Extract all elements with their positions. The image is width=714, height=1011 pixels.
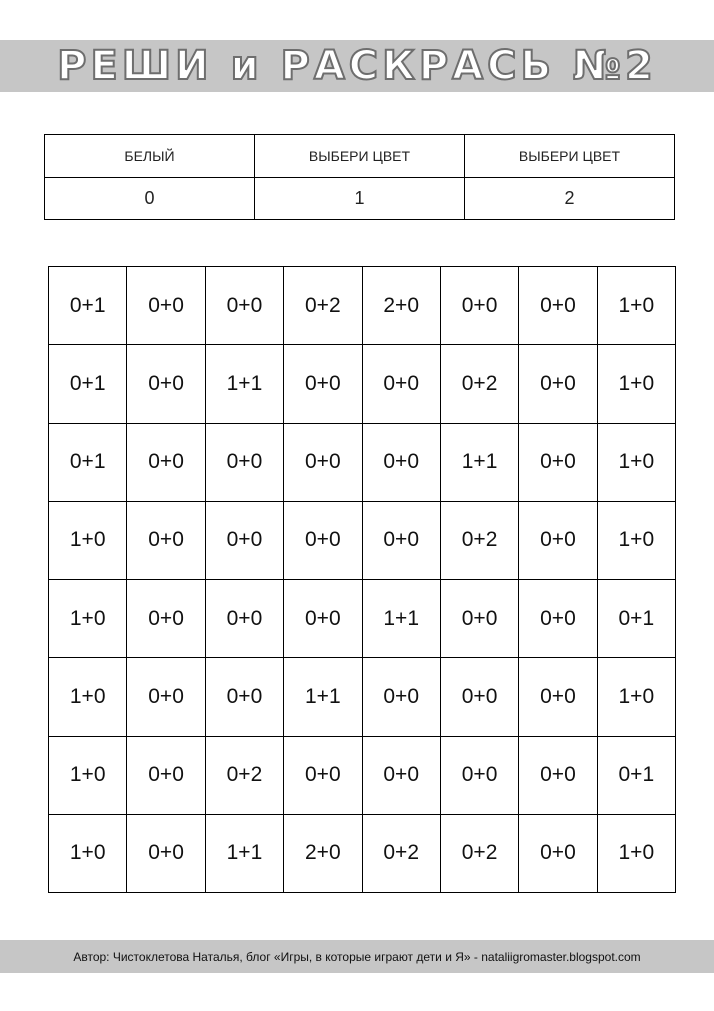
grid-cell[interactable]: 1+0	[597, 501, 675, 579]
legend-header-2: ВЫБЕРИ ЦВЕТ	[465, 135, 675, 178]
grid-cell[interactable]: 0+0	[284, 501, 362, 579]
grid-cell[interactable]: 1+0	[49, 736, 127, 814]
grid-cell[interactable]: 2+0	[362, 267, 440, 345]
grid-row	[49, 423, 676, 501]
grid-cell[interactable]: 0+0	[362, 345, 440, 423]
grid-cell[interactable]: 1+0	[49, 658, 127, 736]
grid-cell[interactable]: 0+2	[440, 345, 518, 423]
grid-cell[interactable]: 1+1	[205, 814, 283, 892]
grid-cell[interactable]: 0+0	[440, 267, 518, 345]
grid-cell[interactable]: 0+0	[362, 501, 440, 579]
grid-cell[interactable]: 0+0	[519, 267, 597, 345]
grid-cell[interactable]: 0+0	[127, 423, 205, 501]
legend-value-2: 2	[465, 178, 675, 220]
grid-cell[interactable]: 0+0	[519, 501, 597, 579]
grid-cell[interactable]: 2+0	[284, 814, 362, 892]
grid-cell[interactable]: 0+0	[440, 580, 518, 658]
grid-cell[interactable]: 1+1	[440, 423, 518, 501]
grid-cell[interactable]: 0+0	[362, 423, 440, 501]
grid-cell[interactable]: 0+0	[284, 345, 362, 423]
grid-cell[interactable]: 0+0	[127, 658, 205, 736]
grid-cell[interactable]: 0+0	[519, 345, 597, 423]
grid-row	[49, 736, 676, 814]
grid-cell[interactable]: 1+0	[597, 658, 675, 736]
grid-row	[49, 267, 676, 345]
grid-row	[49, 814, 676, 892]
grid-cell[interactable]: 1+0	[597, 814, 675, 892]
legend-header-0: БЕЛЫЙ	[45, 135, 255, 178]
grid-cell[interactable]: 0+2	[440, 814, 518, 892]
grid-cell[interactable]: 0+0	[519, 423, 597, 501]
grid-cell[interactable]: 0+0	[205, 423, 283, 501]
grid-cell[interactable]: 0+1	[597, 736, 675, 814]
grid-row	[49, 580, 676, 658]
grid-cell[interactable]: 0+0	[205, 501, 283, 579]
grid-cell[interactable]: 0+0	[440, 736, 518, 814]
grid-cell[interactable]: 0+2	[284, 267, 362, 345]
grid-cell[interactable]: 0+2	[205, 736, 283, 814]
grid-row	[49, 501, 676, 579]
footer-banner	[0, 940, 714, 973]
grid-cell[interactable]: 0+0	[284, 736, 362, 814]
grid-cell[interactable]: 0+0	[519, 814, 597, 892]
grid-cell[interactable]: 1+0	[597, 345, 675, 423]
grid-cell[interactable]: 0+0	[519, 658, 597, 736]
grid-cell[interactable]: 1+0	[49, 501, 127, 579]
grid-cell[interactable]: 0+1	[49, 345, 127, 423]
grid-row	[49, 345, 676, 423]
grid-cell[interactable]: 1+0	[597, 423, 675, 501]
grid-cell[interactable]: 0+1	[597, 580, 675, 658]
coloring-grid	[48, 266, 676, 893]
grid-cell[interactable]: 0+1	[49, 423, 127, 501]
grid-cell[interactable]: 1+1	[284, 658, 362, 736]
grid-cell[interactable]: 0+2	[362, 814, 440, 892]
grid-row	[49, 658, 676, 736]
title-banner	[0, 40, 714, 92]
grid-cell[interactable]: 0+0	[127, 736, 205, 814]
grid-cell[interactable]: 0+0	[127, 814, 205, 892]
grid-cell[interactable]: 0+0	[284, 423, 362, 501]
grid-cell[interactable]: 1+1	[205, 345, 283, 423]
grid-cell[interactable]: 1+0	[49, 814, 127, 892]
grid-cell[interactable]: 0+0	[205, 580, 283, 658]
grid-cell[interactable]: 0+2	[440, 501, 518, 579]
grid-cell[interactable]: 0+0	[440, 658, 518, 736]
grid-cell[interactable]: 0+0	[519, 736, 597, 814]
grid-cell[interactable]: 0+0	[362, 658, 440, 736]
grid-cell[interactable]: 0+0	[205, 658, 283, 736]
grid-cell[interactable]: 1+1	[362, 580, 440, 658]
grid-cell[interactable]: 0+0	[127, 267, 205, 345]
grid-cell[interactable]: 1+0	[597, 267, 675, 345]
grid-cell[interactable]: 0+0	[127, 345, 205, 423]
grid-cell[interactable]: 0+0	[127, 501, 205, 579]
legend-header-1: ВЫБЕРИ ЦВЕТ	[255, 135, 465, 178]
page-title: РЕШИ и РАСКРАСЬ №2	[57, 43, 657, 89]
grid-cell[interactable]: 0+1	[49, 267, 127, 345]
grid-cell[interactable]: 0+0	[519, 580, 597, 658]
grid-cell[interactable]: 0+0	[205, 267, 283, 345]
grid-cell[interactable]: 1+0	[49, 580, 127, 658]
footer-credit: Автор: Чистоклетова Наталья, блог «Игры, в которые играют дети и Я» - nataliigromaster.blogspot.com	[73, 949, 641, 964]
color-legend-table	[44, 134, 675, 220]
grid-cell[interactable]: 0+0	[127, 580, 205, 658]
legend-value-0: 0	[45, 178, 255, 220]
grid-cell[interactable]: 0+0	[362, 736, 440, 814]
legend-value-1: 1	[255, 178, 465, 220]
grid-cell[interactable]: 0+0	[284, 580, 362, 658]
